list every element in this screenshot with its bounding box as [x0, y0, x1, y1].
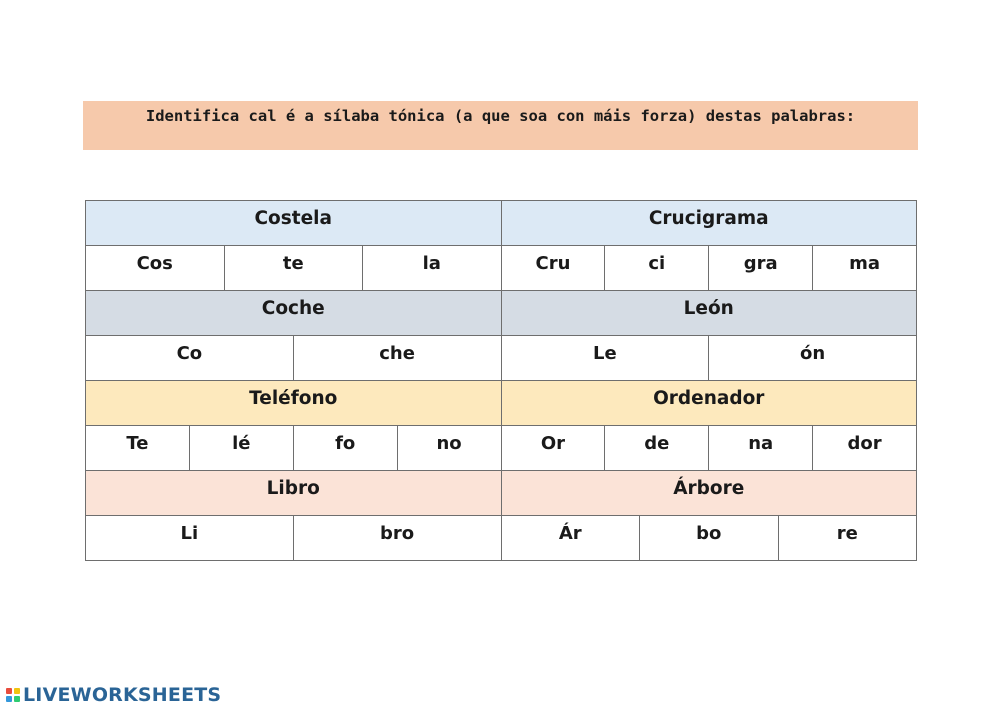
logo-text: LIVEWORKSHEETS: [23, 684, 222, 706]
syllable-cell[interactable]: bro: [294, 516, 502, 561]
syllable-cell[interactable]: Li: [86, 516, 294, 561]
syllable-cell[interactable]: ci: [605, 246, 709, 291]
liveworksheets-logo[interactable]: [6, 684, 221, 706]
syllable-cell[interactable]: gra: [709, 246, 813, 291]
syllable-cell[interactable]: no: [398, 426, 502, 471]
syllable-cell[interactable]: che: [294, 336, 502, 381]
word-header-row: [86, 201, 917, 246]
word-header: Libro: [86, 471, 502, 516]
syllable-row: [86, 426, 917, 471]
instruction-banner: [83, 101, 918, 150]
word-header: León: [502, 291, 918, 336]
syllable-cell[interactable]: Ár: [502, 516, 641, 561]
logo-icon: [6, 688, 20, 702]
syllable-cell[interactable]: Te: [86, 426, 190, 471]
syllable-cell[interactable]: re: [779, 516, 918, 561]
syllable-cell[interactable]: Cru: [502, 246, 606, 291]
word-header: Crucigrama: [502, 201, 918, 246]
syllable-cell[interactable]: Co: [86, 336, 294, 381]
word-header-row: [86, 381, 917, 426]
syllable-cell[interactable]: ón: [709, 336, 917, 381]
syllable-cell[interactable]: na: [709, 426, 813, 471]
word-header: Ordenador: [502, 381, 918, 426]
syllable-row: [86, 516, 917, 561]
syllable-cell[interactable]: Cos: [86, 246, 225, 291]
word-header: Costela: [86, 201, 502, 246]
syllable-row: [86, 336, 917, 381]
syllable-cell[interactable]: la: [363, 246, 502, 291]
syllable-cell[interactable]: lé: [190, 426, 294, 471]
word-header-row: [86, 291, 917, 336]
syllable-table: [85, 200, 917, 561]
instruction-text: Identifica cal é a sílaba tónica (a que soa con máis forza) destas palabras:: [145, 107, 856, 125]
syllable-cell[interactable]: dor: [813, 426, 917, 471]
syllable-cell[interactable]: fo: [294, 426, 398, 471]
word-header: Árbore: [502, 471, 918, 516]
syllable-cell[interactable]: de: [605, 426, 709, 471]
syllable-cell[interactable]: bo: [640, 516, 779, 561]
word-header: Teléfono: [86, 381, 502, 426]
syllable-cell[interactable]: ma: [813, 246, 917, 291]
syllable-cell[interactable]: Le: [502, 336, 710, 381]
syllable-cell[interactable]: Or: [502, 426, 606, 471]
syllable-cell[interactable]: te: [225, 246, 364, 291]
word-header: Coche: [86, 291, 502, 336]
syllable-row: [86, 246, 917, 291]
word-header-row: [86, 471, 917, 516]
